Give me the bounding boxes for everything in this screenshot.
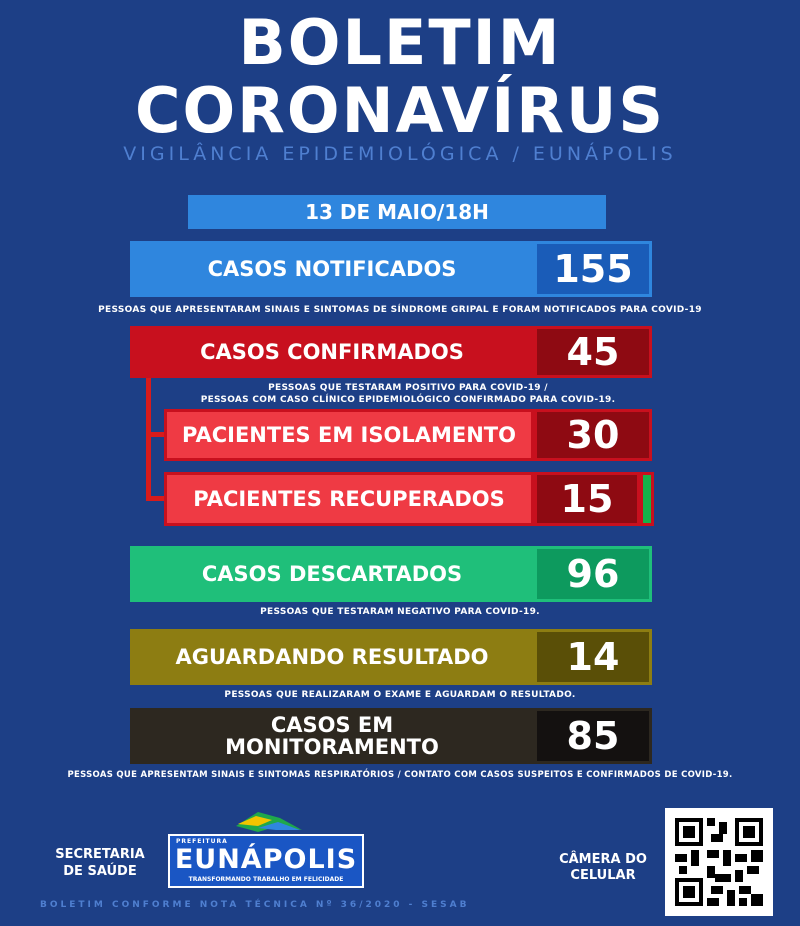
logo-city: EUNÁPOLIS (174, 844, 358, 875)
aguardando-block (130, 629, 652, 685)
monitoramento-note: PESSOAS QUE APRESENTAM SINAIS E SINTOMAS RESPIRATÓRIOS / CONTATO COM CASOS SUSPEITOS E CONFIRMADOS DE COVID-19. (67, 770, 733, 780)
aguardando-label: AGUARDANDO RESULTADO (130, 629, 534, 685)
notificados-note: PESSOAS QUE APRESENTARAM SINAIS E SINTOMAS DE SÍNDROME GRIPAL E FORAM NOTIFICADOS PARA COVID-19 (98, 305, 702, 315)
monitoramento-block (130, 708, 652, 764)
camera-label (544, 852, 662, 884)
confirmados-note-1: PESSOAS QUE TESTARAM POSITIVO PARA COVID-19 / (268, 383, 548, 393)
monitoramento-value: 85 (534, 708, 652, 764)
recuperados-block (164, 472, 654, 526)
title-coronavirus: CORONAVÍRUS (134, 74, 666, 147)
notificados-value: 155 (534, 241, 652, 297)
aguardando-note: PESSOAS QUE REALIZARAM O EXAME E AGUARDAM O RESULTADO. (224, 690, 576, 700)
secretaria-line-1: SECRETARIA (55, 847, 145, 862)
camera-line-1: CÂMERA DO (559, 852, 647, 867)
confirmados-note-2: PESSOAS COM CASO CLÍNICO EPIDEMIOLÓGICO CONFIRMADO PARA COVID-19. (200, 395, 616, 405)
monitoramento-label (130, 708, 534, 764)
confirmados-block (130, 326, 652, 378)
isolamento-label: PACIENTES EM ISOLAMENTO (164, 409, 534, 461)
qr-code-icon (675, 818, 763, 906)
notificados-label: CASOS NOTIFICADOS (130, 241, 534, 297)
logo-prefeitura: PREFEITURA (176, 838, 228, 845)
secretaria-line-2: DE SAÚDE (63, 864, 137, 879)
subtitle: VIGILÂNCIA EPIDEMIOLÓGICA / EUNÁPOLIS (123, 143, 677, 165)
isolamento-value: 30 (534, 409, 652, 461)
recuperados-value: 15 (534, 472, 640, 526)
secretaria-label (40, 846, 160, 880)
descartados-label: CASOS DESCARTADOS (130, 546, 534, 602)
connector-recuperados (146, 496, 166, 501)
date-banner: 13 DE MAIO/18H (188, 195, 606, 229)
isolamento-block (164, 409, 652, 461)
qr-code (665, 808, 773, 916)
confirmados-label: CASOS CONFIRMADOS (130, 326, 534, 378)
notificados-block (130, 241, 652, 297)
recuperados-label: PACIENTES RECUPERADOS (164, 472, 534, 526)
monitoramento-label-1: CASOS EM (270, 713, 394, 737)
camera-line-2: CELULAR (570, 868, 636, 883)
logo-box (168, 834, 364, 888)
nota-tecnica: BOLETIM CONFORME NOTA TÉCNICA Nº 36/2020 - SESAB (40, 900, 470, 910)
confirmados-value: 45 (534, 326, 652, 378)
descartados-note: PESSOAS QUE TESTARAM NEGATIVO PARA COVID-19. (260, 607, 540, 617)
connector-isolamento (146, 432, 166, 437)
connector-vertical (146, 378, 151, 500)
descartados-value: 96 (534, 546, 652, 602)
eunapolis-logo (168, 808, 364, 888)
logo-slogan: TRANSFORMANDO TRABALHO EM FELICIDADE (188, 876, 344, 883)
aguardando-value: 14 (534, 629, 652, 685)
descartados-block (130, 546, 652, 602)
title-boletim: BOLETIM (238, 6, 562, 79)
recuperados-green-strip (640, 472, 654, 526)
monitoramento-label-2: MONITORAMENTO (225, 735, 439, 759)
